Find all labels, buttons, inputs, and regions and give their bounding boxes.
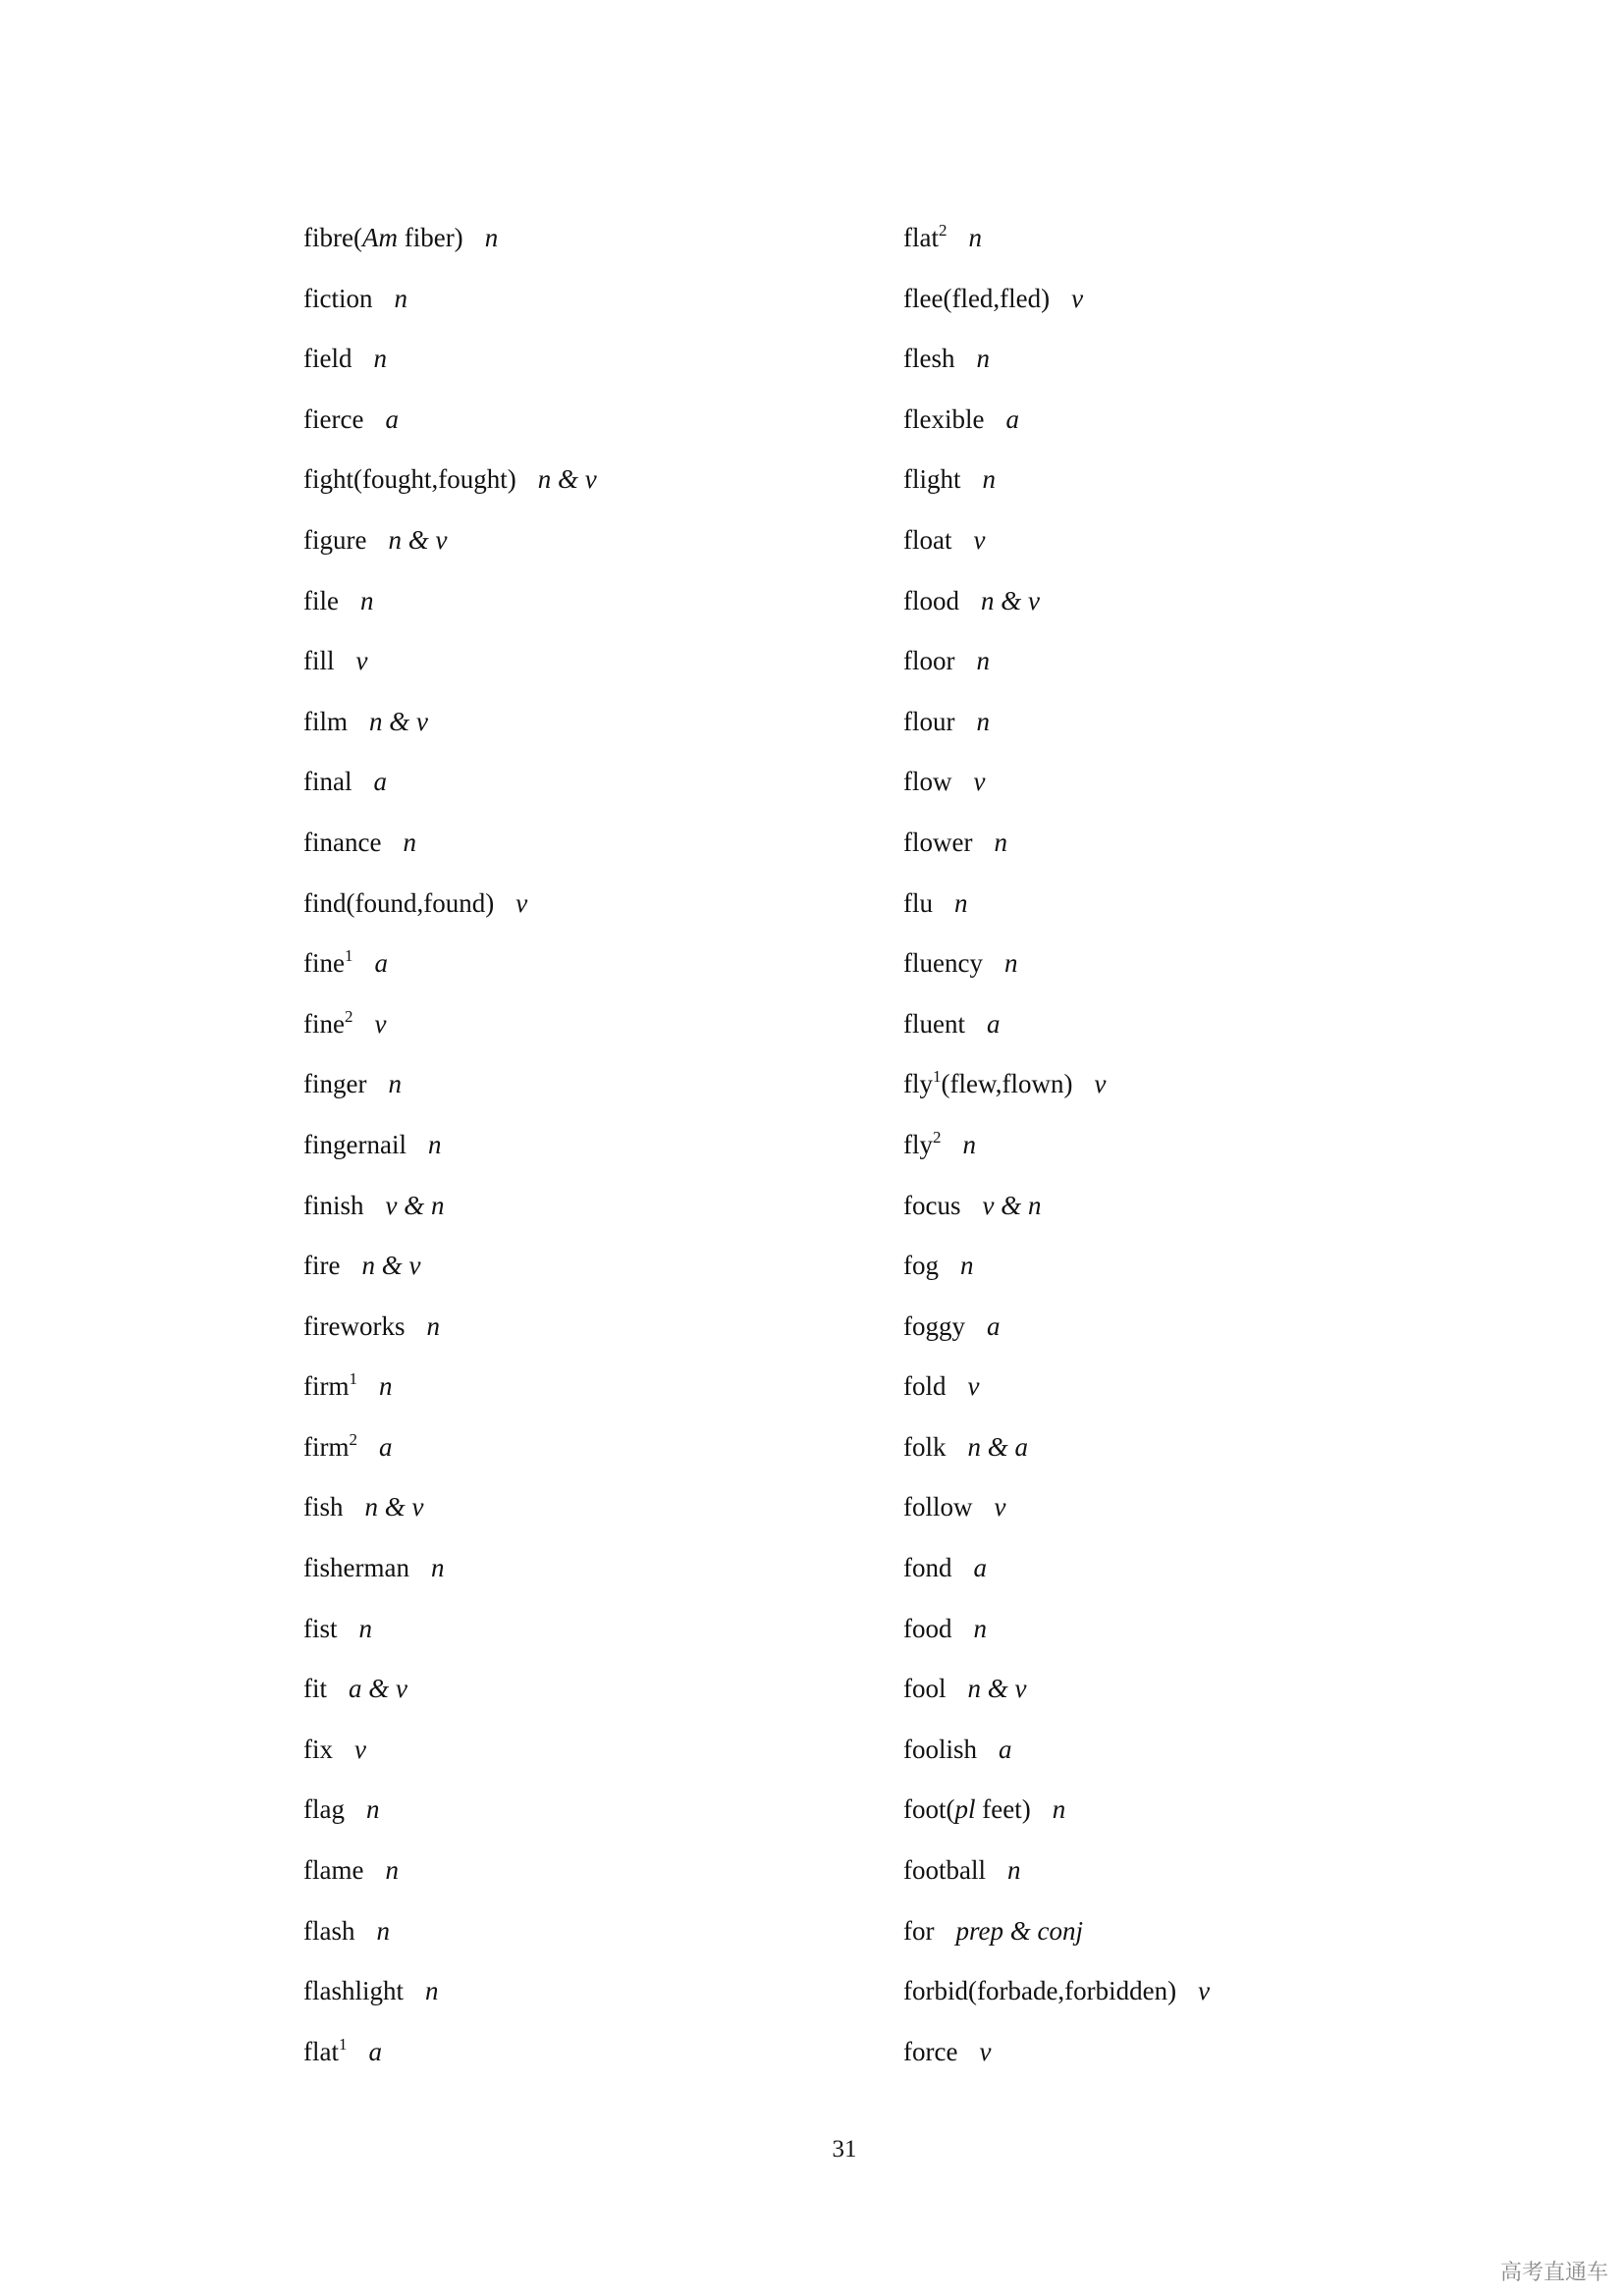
part-of-speech: n [394, 283, 407, 313]
vocabulary-entry [903, 758, 1210, 819]
part-of-speech: n [484, 223, 499, 252]
part-of-speech: v & n [385, 1190, 445, 1220]
headword [303, 646, 335, 675]
sense-number: 1 [338, 2034, 348, 2054]
vocabulary-entry [303, 1060, 597, 1121]
vocabulary-entry [903, 2028, 1210, 2089]
headword [303, 1429, 357, 1462]
part-of-speech: a [385, 403, 399, 434]
headword [903, 404, 984, 434]
headword-text: fix [303, 1734, 333, 1764]
vocabulary-entry [303, 1907, 597, 1968]
headword [903, 1069, 1072, 1098]
headword-text: fine [303, 1008, 345, 1039]
part-of-speech: n [1003, 948, 1018, 979]
vocabulary-entry [903, 1967, 1210, 2028]
headword-text: flame [303, 1855, 364, 1886]
vocabulary-entry [303, 1483, 597, 1544]
headword-text: fire [303, 1251, 341, 1281]
vocabulary-entry [903, 396, 1210, 456]
vocabulary-entry [903, 1907, 1210, 1968]
headword-text: foggy [903, 1310, 965, 1341]
watermark: 高考直通车 [1499, 2261, 1608, 2285]
vocabulary-entry [903, 1786, 1210, 1846]
headword [903, 1855, 986, 1885]
headword [903, 948, 983, 978]
vocabulary-entry [303, 335, 597, 396]
headword-text: flash [303, 1915, 355, 1946]
headword-text: firm [303, 1431, 350, 1462]
headword [303, 707, 348, 736]
vocabulary-entry [903, 1060, 1210, 1121]
sense-number: 1 [344, 946, 353, 966]
sense-number: 2 [938, 221, 947, 240]
vocabulary-entry [303, 275, 597, 336]
headword [903, 828, 972, 857]
vocabulary-entry [303, 819, 597, 880]
headword [303, 1311, 405, 1341]
headword [903, 707, 954, 736]
headword-text: fill [303, 646, 335, 676]
headword-text: fireworks [303, 1310, 406, 1341]
vocabulary-entry [303, 758, 597, 819]
part-of-speech: a [987, 1310, 1001, 1341]
headword-text: fibre( [303, 223, 362, 252]
headword [903, 1553, 952, 1582]
vocabulary-entry [903, 1423, 1210, 1484]
headword-text: follow [903, 1492, 973, 1522]
part-of-speech: v [1198, 1976, 1211, 2006]
vocabulary-entry [903, 1605, 1210, 1666]
page-number: 31 [832, 2136, 857, 2163]
headword-text: flat [903, 223, 939, 252]
part-of-speech: n [373, 344, 387, 374]
headword-text: fluency [903, 948, 983, 979]
vocabulary-entry [303, 1967, 597, 2028]
headword-text: fierce [303, 403, 364, 434]
headword-text: field [303, 344, 352, 374]
vocabulary-entry [903, 1846, 1210, 1907]
headword [303, 1553, 409, 1582]
headword [303, 1614, 338, 1643]
headword [303, 2034, 348, 2066]
part-of-speech: n [426, 1310, 440, 1341]
vocabulary-entry [303, 637, 597, 698]
part-of-speech: n [365, 1794, 380, 1825]
part-of-speech: n [976, 344, 990, 374]
headword [903, 1311, 965, 1341]
headword-text: fit [303, 1674, 327, 1704]
headword [903, 1794, 1031, 1824]
vocabulary-entry [903, 1000, 1210, 1061]
part-of-speech: n [973, 1613, 987, 1643]
headword-text: fog [903, 1251, 939, 1281]
part-of-speech: a [986, 1008, 1001, 1039]
part-of-speech: n [430, 1553, 445, 1583]
vocabulary-entry [303, 1605, 597, 1666]
sense-number: 1 [349, 1369, 357, 1389]
headword-text: final [303, 767, 352, 797]
headword [303, 1191, 364, 1220]
part-of-speech: v [1071, 283, 1084, 313]
headword [903, 464, 961, 494]
headword-text: flour [903, 706, 955, 736]
headword-text: film [303, 706, 348, 736]
headword-text: foot( [903, 1794, 955, 1825]
headword [303, 525, 366, 555]
part-of-speech: v [973, 767, 986, 797]
part-of-speech: n [403, 827, 416, 857]
headword [903, 2037, 957, 2066]
part-of-speech: v [994, 1492, 1006, 1522]
headword [303, 1674, 327, 1703]
vocabulary-entry [903, 1665, 1210, 1726]
part-of-speech: a [1005, 403, 1019, 434]
headword-text: fly [903, 1129, 933, 1159]
headword-text: figure [303, 524, 367, 555]
part-of-speech: n [962, 1129, 976, 1159]
part-of-speech: n [385, 1855, 399, 1886]
vocabulary-entry [903, 698, 1210, 759]
headword-text: pl [954, 1794, 976, 1825]
part-of-speech: v [374, 1008, 387, 1039]
vocabulary-entry [903, 1726, 1210, 1787]
vocabulary-column-left [303, 214, 597, 2088]
headword [303, 828, 381, 857]
part-of-speech: a [368, 2036, 382, 2066]
vocabulary-entry [303, 1726, 597, 1787]
part-of-speech: n & v [967, 1674, 1027, 1704]
part-of-speech: n [425, 1976, 439, 2006]
part-of-speech: a [999, 1734, 1012, 1764]
headword [303, 1371, 357, 1401]
headword-text: fiction [303, 283, 373, 313]
headword [903, 284, 1050, 313]
part-of-speech: n [976, 646, 990, 676]
part-of-speech: n & v [537, 464, 597, 495]
headword [303, 586, 339, 615]
headword-text: flag [303, 1794, 345, 1825]
headword-text: finish [303, 1190, 364, 1220]
part-of-speech: n & v [388, 524, 448, 555]
part-of-speech: n [1006, 1855, 1021, 1886]
vocabulary-entry [903, 577, 1210, 638]
headword-text: focus [903, 1190, 961, 1220]
headword-text: floor [903, 646, 955, 676]
sense-number: 2 [349, 1429, 357, 1449]
headword [903, 344, 954, 373]
headword-text: foolish [903, 1734, 978, 1764]
headword-text: force [903, 2036, 958, 2066]
headword-text: flesh [903, 344, 955, 374]
headword-text: find(found,found) [303, 887, 495, 918]
part-of-speech: n & a [967, 1431, 1029, 1462]
headword-text: fond [903, 1553, 952, 1583]
part-of-speech: v [979, 2036, 992, 2066]
headword-text: flight [903, 464, 961, 495]
vocabulary-entry [903, 880, 1210, 940]
headword [903, 586, 959, 615]
vocabulary-entry [303, 1846, 597, 1907]
part-of-speech: n [427, 1129, 442, 1159]
headword [303, 1855, 363, 1885]
headword-text: firm [303, 1371, 350, 1402]
headword [903, 1976, 1176, 2005]
headword-text: fish [303, 1492, 344, 1522]
vocabulary-column-right [903, 214, 1210, 2088]
headword [303, 223, 463, 252]
headword [903, 767, 952, 796]
part-of-speech: a [379, 1431, 393, 1462]
vocabulary-entry [303, 2028, 597, 2089]
headword-text: fist [303, 1613, 338, 1643]
headword [303, 888, 494, 918]
vocabulary-entry [903, 1544, 1210, 1605]
vocabulary-entry [303, 577, 597, 638]
headword [303, 344, 352, 373]
headword [903, 646, 954, 675]
headword [303, 1006, 353, 1039]
vocabulary-entry [303, 1362, 597, 1423]
part-of-speech: n [379, 1371, 393, 1402]
headword [903, 1492, 973, 1522]
headword-text: fool [903, 1674, 947, 1704]
part-of-speech: n & v [981, 585, 1040, 615]
sense-number: 2 [344, 1006, 353, 1026]
headword-text: fight(fought,fought) [303, 464, 516, 495]
headword-text: flexible [903, 403, 985, 434]
vocabulary-entry [303, 455, 597, 516]
vocabulary-entry [903, 939, 1210, 1000]
part-of-speech: n [359, 585, 374, 615]
headword [303, 1735, 333, 1764]
headword [303, 1130, 406, 1159]
vocabulary-entry [303, 1303, 597, 1363]
vocabulary-entry [903, 214, 1210, 275]
headword [903, 223, 947, 252]
headword [303, 284, 372, 313]
vocabulary-entry [303, 516, 597, 577]
part-of-speech: n [358, 1613, 373, 1643]
headword-text: file [303, 585, 339, 615]
headword-text: flow [903, 767, 952, 797]
headword [903, 1251, 939, 1280]
part-of-speech: n [976, 706, 990, 736]
vocabulary-entry [903, 335, 1210, 396]
headword [903, 1191, 960, 1220]
headword [903, 525, 951, 555]
headword-text: flower [903, 827, 973, 857]
headword-text: fluent [903, 1008, 965, 1039]
headword-text: float [903, 524, 952, 555]
vocabulary-entry [903, 516, 1210, 577]
headword [303, 404, 363, 434]
vocabulary-entry [303, 214, 597, 275]
headword-text: finance [303, 827, 382, 857]
vocabulary-entry [303, 1423, 597, 1484]
part-of-speech: n [960, 1251, 974, 1281]
headword [903, 1916, 934, 1946]
headword [303, 948, 352, 978]
part-of-speech: v [355, 646, 368, 676]
headword-text: flu [903, 887, 933, 918]
part-of-speech: a [373, 767, 387, 797]
part-of-speech: v [967, 1371, 980, 1402]
headword [903, 1614, 952, 1643]
part-of-speech: v [354, 1734, 366, 1764]
vocabulary-entry [903, 1483, 1210, 1544]
vocabulary-entry [303, 1786, 597, 1846]
headword-text: football [903, 1855, 986, 1886]
vocabulary-entry [303, 1242, 597, 1303]
part-of-speech: n [994, 827, 1007, 857]
part-of-speech: n & v [364, 1492, 424, 1522]
headword [903, 1432, 947, 1462]
sense-number: 1 [933, 1067, 942, 1087]
vocabulary-entry [303, 1121, 597, 1182]
vocabulary-entry [303, 396, 597, 456]
headword [303, 1976, 404, 2005]
vocabulary-entry [303, 1665, 597, 1726]
vocabulary-entry [903, 455, 1210, 516]
headword-text: flee(fled,fled) [903, 283, 1051, 313]
headword [303, 1251, 340, 1280]
headword-text: fly [903, 1069, 933, 1099]
vocabulary-entry [303, 880, 597, 940]
part-of-speech: v [973, 524, 986, 555]
part-of-speech: n [982, 464, 996, 495]
vocabulary-entry [903, 275, 1210, 336]
part-of-speech: n & v [361, 1251, 421, 1281]
headword-text: Am [361, 223, 398, 252]
part-of-speech: n [968, 223, 982, 252]
vocabulary-entry [903, 1303, 1210, 1363]
headword [903, 1735, 977, 1764]
vocabulary-entry [303, 698, 597, 759]
part-of-speech: v & n [982, 1190, 1042, 1220]
headword [303, 767, 352, 796]
headword [303, 1492, 344, 1522]
part-of-speech: n & v [369, 706, 428, 736]
vocabulary-entry [303, 1182, 597, 1243]
headword-text: forbid(forbade,forbidden) [903, 1976, 1177, 2006]
part-of-speech: n [1052, 1794, 1066, 1825]
vocabulary-entry [903, 1362, 1210, 1423]
headword-text: fine [303, 948, 345, 979]
headword-text: flashlight [303, 1976, 404, 2006]
part-of-speech: a [374, 948, 388, 979]
headword [903, 1127, 942, 1159]
headword-text: for [903, 1915, 935, 1946]
headword [903, 1009, 965, 1039]
headword [903, 888, 933, 918]
headword-text: feet) [975, 1794, 1031, 1825]
part-of-speech: v [515, 887, 528, 918]
part-of-speech: v [1094, 1069, 1107, 1099]
headword [903, 1674, 947, 1703]
part-of-speech: prep & conj [955, 1915, 1083, 1946]
headword-text: flat [303, 2036, 339, 2066]
headword-text: fold [903, 1371, 947, 1402]
headword-text: flood [903, 585, 959, 615]
vocabulary-entry [303, 939, 597, 1000]
headword [303, 1916, 354, 1946]
headword [903, 1371, 947, 1401]
part-of-speech: n [376, 1915, 390, 1946]
headword-text: fingernail [303, 1129, 406, 1159]
headword-text: finger [303, 1069, 367, 1099]
part-of-speech: n [954, 887, 968, 918]
headword [303, 1069, 366, 1098]
headword-text: (flew,flown) [941, 1069, 1073, 1099]
vocabulary-entry [903, 1121, 1210, 1182]
vocabulary-entry [303, 1000, 597, 1061]
vocabulary-entry [903, 1182, 1210, 1243]
vocabulary-entry [303, 1544, 597, 1605]
headword-text: fiber) [397, 223, 463, 252]
vocabulary-entry [903, 819, 1210, 880]
sense-number: 2 [933, 1127, 942, 1147]
part-of-speech: a & v [349, 1674, 407, 1704]
vocabulary-entry [903, 1242, 1210, 1303]
part-of-speech: n [388, 1069, 402, 1099]
headword-text: fisherman [303, 1553, 409, 1583]
vocabulary-entry [903, 637, 1210, 698]
headword [303, 1794, 345, 1824]
headword-text: folk [903, 1431, 947, 1462]
part-of-speech: a [973, 1553, 987, 1583]
headword [303, 464, 516, 494]
headword-text: food [903, 1613, 952, 1643]
